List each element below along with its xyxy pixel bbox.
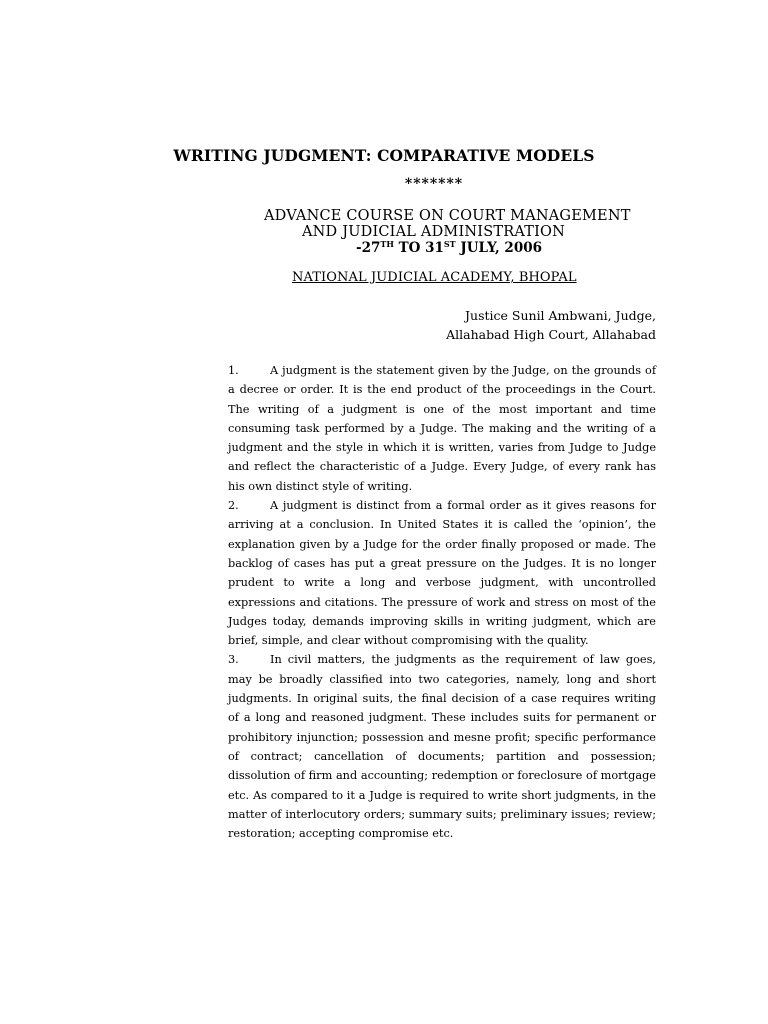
document-body [228,361,656,843]
course-title-line-1: ADVANCE COURSE ON COURT MANAGEMENT [264,208,631,224]
paragraph-text: A judgment is the statement given by the Judge, on the grounds of a decree or order. It is the end product of the proceedings in the Court. The writing of a judgment is one of the most important and time consuming task performed by a Judge. The making and the writing of a judgment and the style in which it is written, varies from Judge to Judge and reflect the characteristic of a Judge. Every Judge, of every rank has his own distinct style of writing. [228,364,656,493]
author-court: Allahabad High Court, Allahabad [446,327,656,342]
dates-sup-st: ST [443,239,456,249]
dates-sup-th: TH [380,239,394,249]
separator-stars: ******* [404,176,464,192]
document-title: WRITING JUDGMENT: COMPARATIVE MODELS [173,146,595,165]
course-dates [356,239,542,256]
dates-prefix: -27 [356,240,381,256]
author-name: Justice Sunil Ambwani, Judge, [465,308,656,323]
paragraph-text: In civil matters, the judgments as the requirement of law goes, may be broadly classified into two categories, namely, long and short judgments. In original suits, the final decision of a case requires writing of a long and reasoned judgment. These includes suits for permanent or prohibitory injunction; possession and mesne profit; specific performance of contract; cancellation of documents; partition and possession; dissolution of firm and accounting; redemption or foreclosure of mortgage etc. As compared to it a Judge is required to write short judgments, in the matter of interlocutory orders; summary suits; preliminary issues; review; restoration; accepting compromise etc. [228,653,656,841]
paragraph-text: A judgment is distinct from a formal order as it gives reasons for arriving at a conclusion. In United States it is called the ‘opinion’, the explanation given by a Judge for the order finally proposed or made. The backlog of cases has put a great pressure on the Judges. It is no longer prudent to write a long and verbose judgment, with uncontrolled expressions and citations. The pressure of work and stress on most of the Judges today, demands improving skills in writing judgment, which are brief, simple, and clear without compromising with the quality. [228,499,656,648]
paragraph-number: 2. [228,499,239,513]
course-title-line-2: AND JUDICIAL ADMINISTRATION [302,224,565,240]
academy-name: NATIONAL JUDICIAL ACADEMY, BHOPAL [292,270,577,285]
paragraph-number: 1. [228,364,239,377]
author-block [446,306,656,344]
paragraph [228,496,656,650]
paragraph-number: 3. [228,653,239,667]
dates-middle: TO 31 [393,240,444,256]
paragraph [228,650,656,843]
dates-suffix: JULY, 2006 [455,240,542,256]
paragraph [228,361,656,496]
